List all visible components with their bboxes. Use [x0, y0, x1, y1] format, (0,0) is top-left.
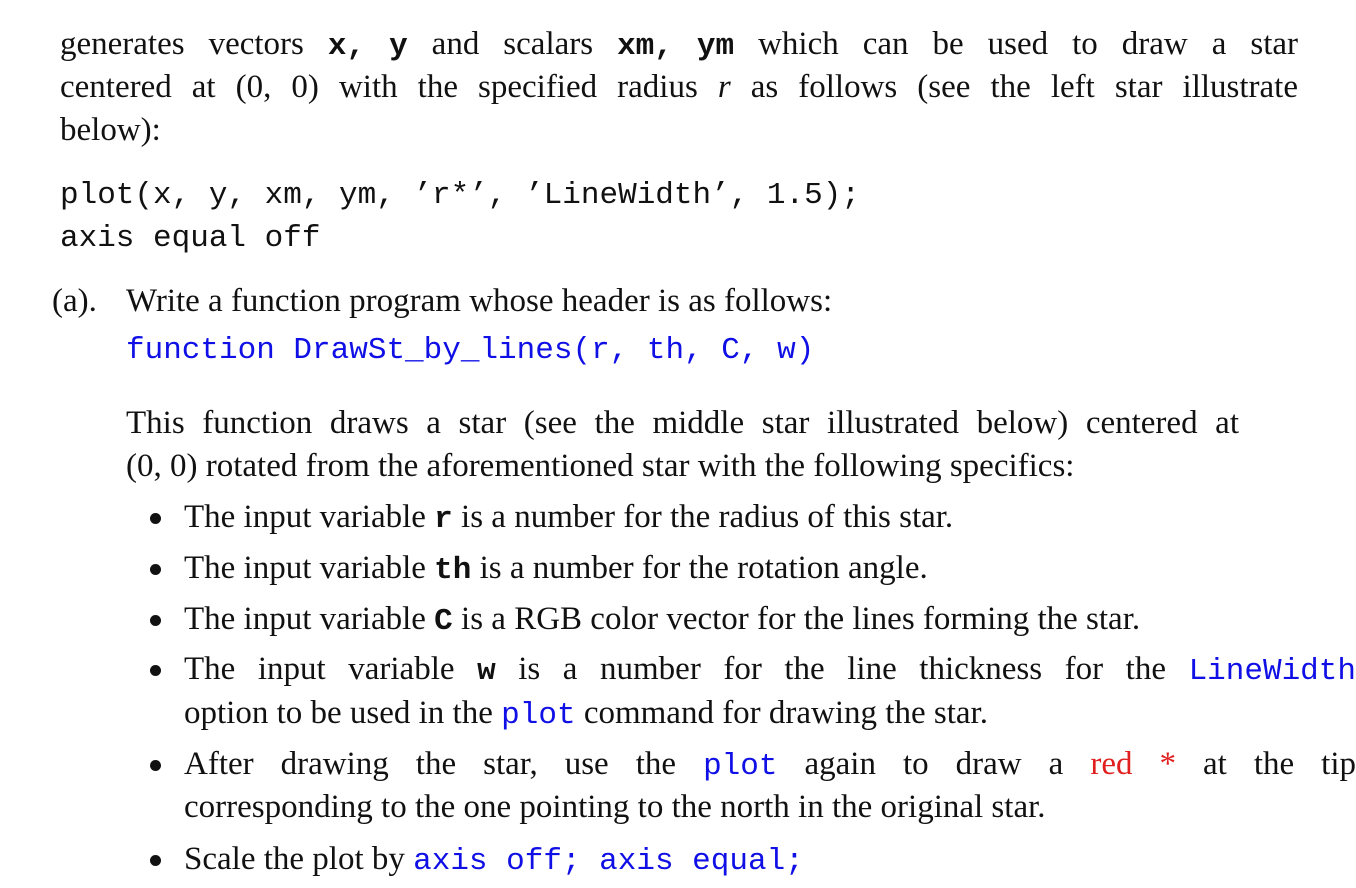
intro-text: as follows (see the left star illustrate	[730, 69, 1298, 105]
bullet-text: The input variable	[184, 499, 435, 535]
description-line-2: (0, 0) rotated from the aforementioned star with the following specifics:	[126, 448, 1075, 484]
bullet-text: option to be used in the	[184, 695, 502, 731]
var-th: th	[434, 553, 472, 588]
bullet-dot	[150, 855, 161, 866]
bullet-text: The input variable	[184, 651, 478, 687]
bullet-C	[184, 599, 1140, 642]
bullet-text: After drawing the star, use the	[184, 746, 704, 782]
var-C: C	[434, 604, 453, 639]
var-r-math: r	[717, 69, 731, 105]
axis-code: axis off; axis equal;	[413, 844, 804, 879]
code-line-plot: plot(x, y, xm, ym, ’r*’, ’LineWidth’, 1.5);	[60, 178, 860, 213]
intro-line-3: below):	[60, 112, 161, 148]
bullet-r	[184, 497, 953, 540]
bullet-th	[184, 548, 928, 591]
intro-line-2	[60, 67, 1298, 107]
part-a-intro: Write a function program whose header is as follows:	[126, 283, 833, 319]
description-line-1	[126, 403, 1239, 443]
bullet-text: is a RGB color vector for the lines forming the star.	[452, 601, 1141, 637]
intro-text: centered at (0, 0) with the specified radius	[60, 69, 718, 105]
keyword-plot: plot	[501, 698, 576, 733]
bullet-dot	[150, 615, 161, 626]
var-xm: xm,	[617, 29, 673, 64]
bullet-text: is a number for the rotation angle.	[471, 550, 928, 586]
bullet-text: The input variable	[184, 601, 435, 637]
bullet-dot	[150, 513, 161, 524]
intro-text: and scalars	[407, 26, 618, 62]
bullet-w-line-2	[184, 693, 988, 736]
var-y: y	[389, 29, 408, 64]
bullet-red-star-line-1	[184, 744, 1356, 787]
bullet-text: is a number for the radius of this star.	[452, 499, 954, 535]
bullet-scale	[184, 839, 804, 882]
intro-text: generates vectors	[60, 26, 328, 62]
bullet-text: again to draw a	[777, 746, 1091, 782]
bullet-red-star-line-2: corresponding to the one pointing to the north in the original star.	[184, 789, 1046, 825]
bullet-text: at the tip	[1175, 746, 1356, 782]
intro-text: which can be used to draw a star	[734, 26, 1299, 62]
bullet-text: Scale the plot by	[184, 841, 414, 877]
bullet-justified	[184, 649, 1356, 692]
function-header-code: function DrawSt_by_lines(r, th, C, w)	[126, 333, 815, 368]
keyword-plot: plot	[703, 749, 778, 784]
bullet-text: is a number for the line thickness for the	[495, 651, 1189, 687]
red-star-text: red *	[1090, 746, 1176, 782]
description-text: This function draws a star (see the middle star illustrated below) centered at	[126, 405, 1239, 441]
bullet-text: command for drawing the star.	[575, 695, 988, 731]
var-r: r	[434, 502, 453, 537]
part-a-label: (a).	[52, 283, 97, 319]
var-w: w	[477, 654, 496, 689]
bullet-text: The input variable	[184, 550, 435, 586]
bullet-w-line-1	[184, 649, 1356, 692]
bullet-justified	[184, 744, 1356, 787]
var-x: x,	[327, 29, 366, 64]
bullet-dot	[150, 665, 161, 676]
bullet-dot	[150, 564, 161, 575]
intro-line-1	[60, 24, 1298, 67]
bullet-dot	[150, 760, 161, 771]
var-ym: ym	[696, 29, 735, 64]
code-line-axis: axis equal off	[60, 221, 321, 256]
keyword-linewidth: LineWidth	[1188, 654, 1356, 689]
